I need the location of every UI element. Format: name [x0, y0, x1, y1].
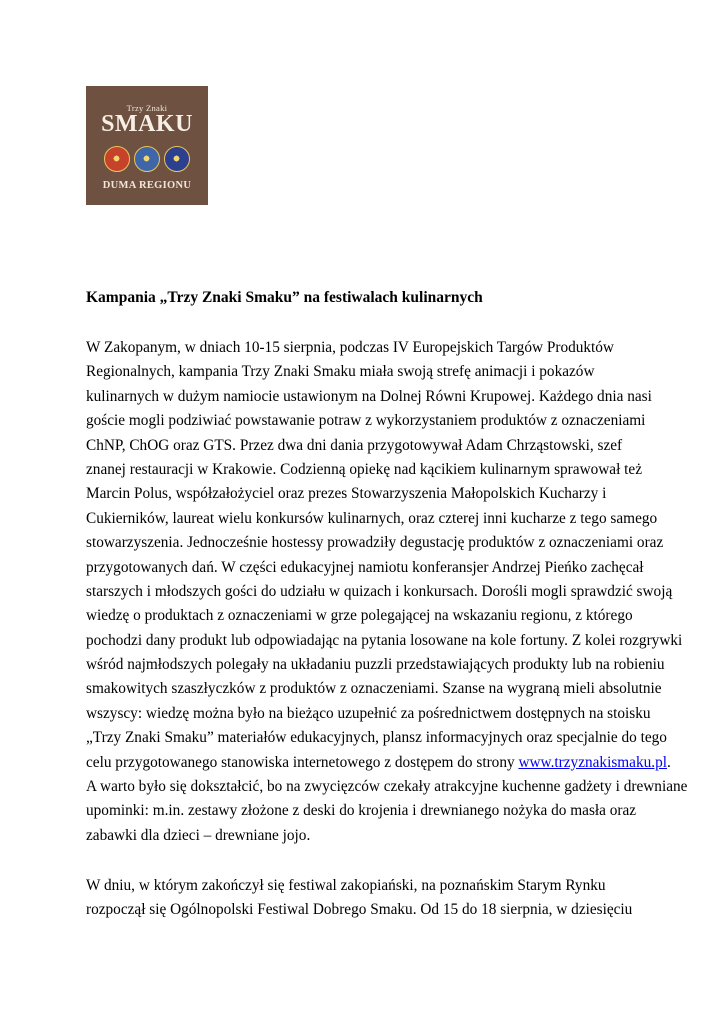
logo-bottom-text: DUMA REGIONU — [102, 180, 192, 191]
website-link[interactable]: www.trzyznakismaku.pl — [518, 753, 667, 771]
text-line: smakowitych szaszłyczków z produktów z oznaczeniami. Szanse na wygraną mieli absolutnie — [86, 680, 662, 698]
text-line: pochodzi dany produkt lub odpowiadając na pytania losowane na kole fortuny. Z kolei rozgrywki — [86, 631, 683, 649]
link-line-before: celu przygotowanego stanowiska internetowego z dostępem do strony — [86, 753, 519, 771]
paragraph-1 — [86, 336, 687, 848]
eu-seal-icon — [164, 146, 190, 172]
text-line: stowarzyszenia. Jednocześnie hostessy prowadziły degustację produktów z oznaczeniami oraz — [86, 534, 664, 552]
text-line: W dniu, w którym zakończył się festiwal zakopiański, na poznańskim Starym Rynku — [86, 877, 606, 894]
text-line: upominki: m.in. zestawy złożone z deski do krojenia i drewnianego nożyka do masła oraz — [86, 802, 637, 820]
blue-seal-icon — [134, 146, 160, 172]
text-line: „Trzy Znaki Smaku” materiałów edukacyjnych, plansz informacyjnych oraz specjalnie do tego — [86, 729, 667, 747]
paragraph-2 — [86, 874, 632, 923]
text-line: wśród najmłodszych polegały na układaniu puzzli przedstawiających produkty lub na robieniu — [86, 656, 665, 674]
text-line: wszyscy: wiedzę można było na bieżąco uzupełnić za pośrednictwem dostępnych na stoisku — [86, 704, 651, 722]
text-line: wiedzę o produktach z oznaczeniami w grze polegającej na wskazaniu regionu, z którego — [86, 607, 633, 625]
text-line: A warto było się dokształcić, bo na zwycięzców czekały atrakcyjne kuchenne gadżety i drewniane — [86, 778, 688, 796]
document-title: Kampania „Trzy Znaki Smaku” na festiwalach kulinarnych — [86, 289, 483, 306]
logo-top-text: Trzy Znaki — [126, 103, 168, 113]
text-line: przygotowanych dań. W części edukacyjnej namiotu konferansjer Andrzej Pieńko zachęcał — [86, 558, 644, 576]
text-line: Regionalnych, kampania Trzy Znaki Smaku miała swoją strefę animacji i pokazów — [86, 363, 595, 381]
trzy-znaki-smaku-logo — [86, 86, 208, 205]
text-line: rozpoczął się Ogólnopolski Festiwal Dobrego Smaku. Od 15 do 18 sierpnia, w dziesięciu — [86, 901, 633, 919]
text-line: goście mogli podziwiać powstawanie potraw z wykorzystaniem produktów z oznaczeniami — [86, 412, 646, 430]
text-line: znanej restauracji w Krakowie. Codzienną opiekę nad kącikiem kulinarnym sprawował też — [86, 460, 642, 478]
text-line: starszych i młodszych gości do udziału w quizach i konkursach. Dorośli mogli sprawdzić swoją — [86, 582, 673, 600]
text-line-with-link — [86, 751, 687, 775]
text-line: kulinarnych w dużym namiocie ustawionym na Dolnej Równi Krupowej. Każdego dnia nasi — [86, 387, 652, 405]
red-seal-icon — [104, 146, 130, 172]
logo-seals — [86, 146, 208, 172]
logo-brand-text: SMAKU — [101, 111, 193, 137]
link-line-after: . — [667, 753, 671, 771]
text-line: W Zakopanym, w dniach 10-15 sierpnia, podczas IV Europejskich Targów Produktów — [86, 339, 614, 356]
text-line: ChNP, ChOG oraz GTS. Przez dwa dni dania przygotowywał Adam Chrząstowski, szef — [86, 436, 623, 454]
text-line: Marcin Polus, współzałożyciel oraz prezes Stowarzyszenia Małopolskich Kucharzy i — [86, 485, 607, 503]
text-line: zabawki dla dzieci – drewniane jojo. — [86, 826, 311, 844]
text-line: Cukierników, laureat wielu konkursów kulinarnych, oraz czterej inni kucharze z tego samego — [86, 509, 658, 527]
